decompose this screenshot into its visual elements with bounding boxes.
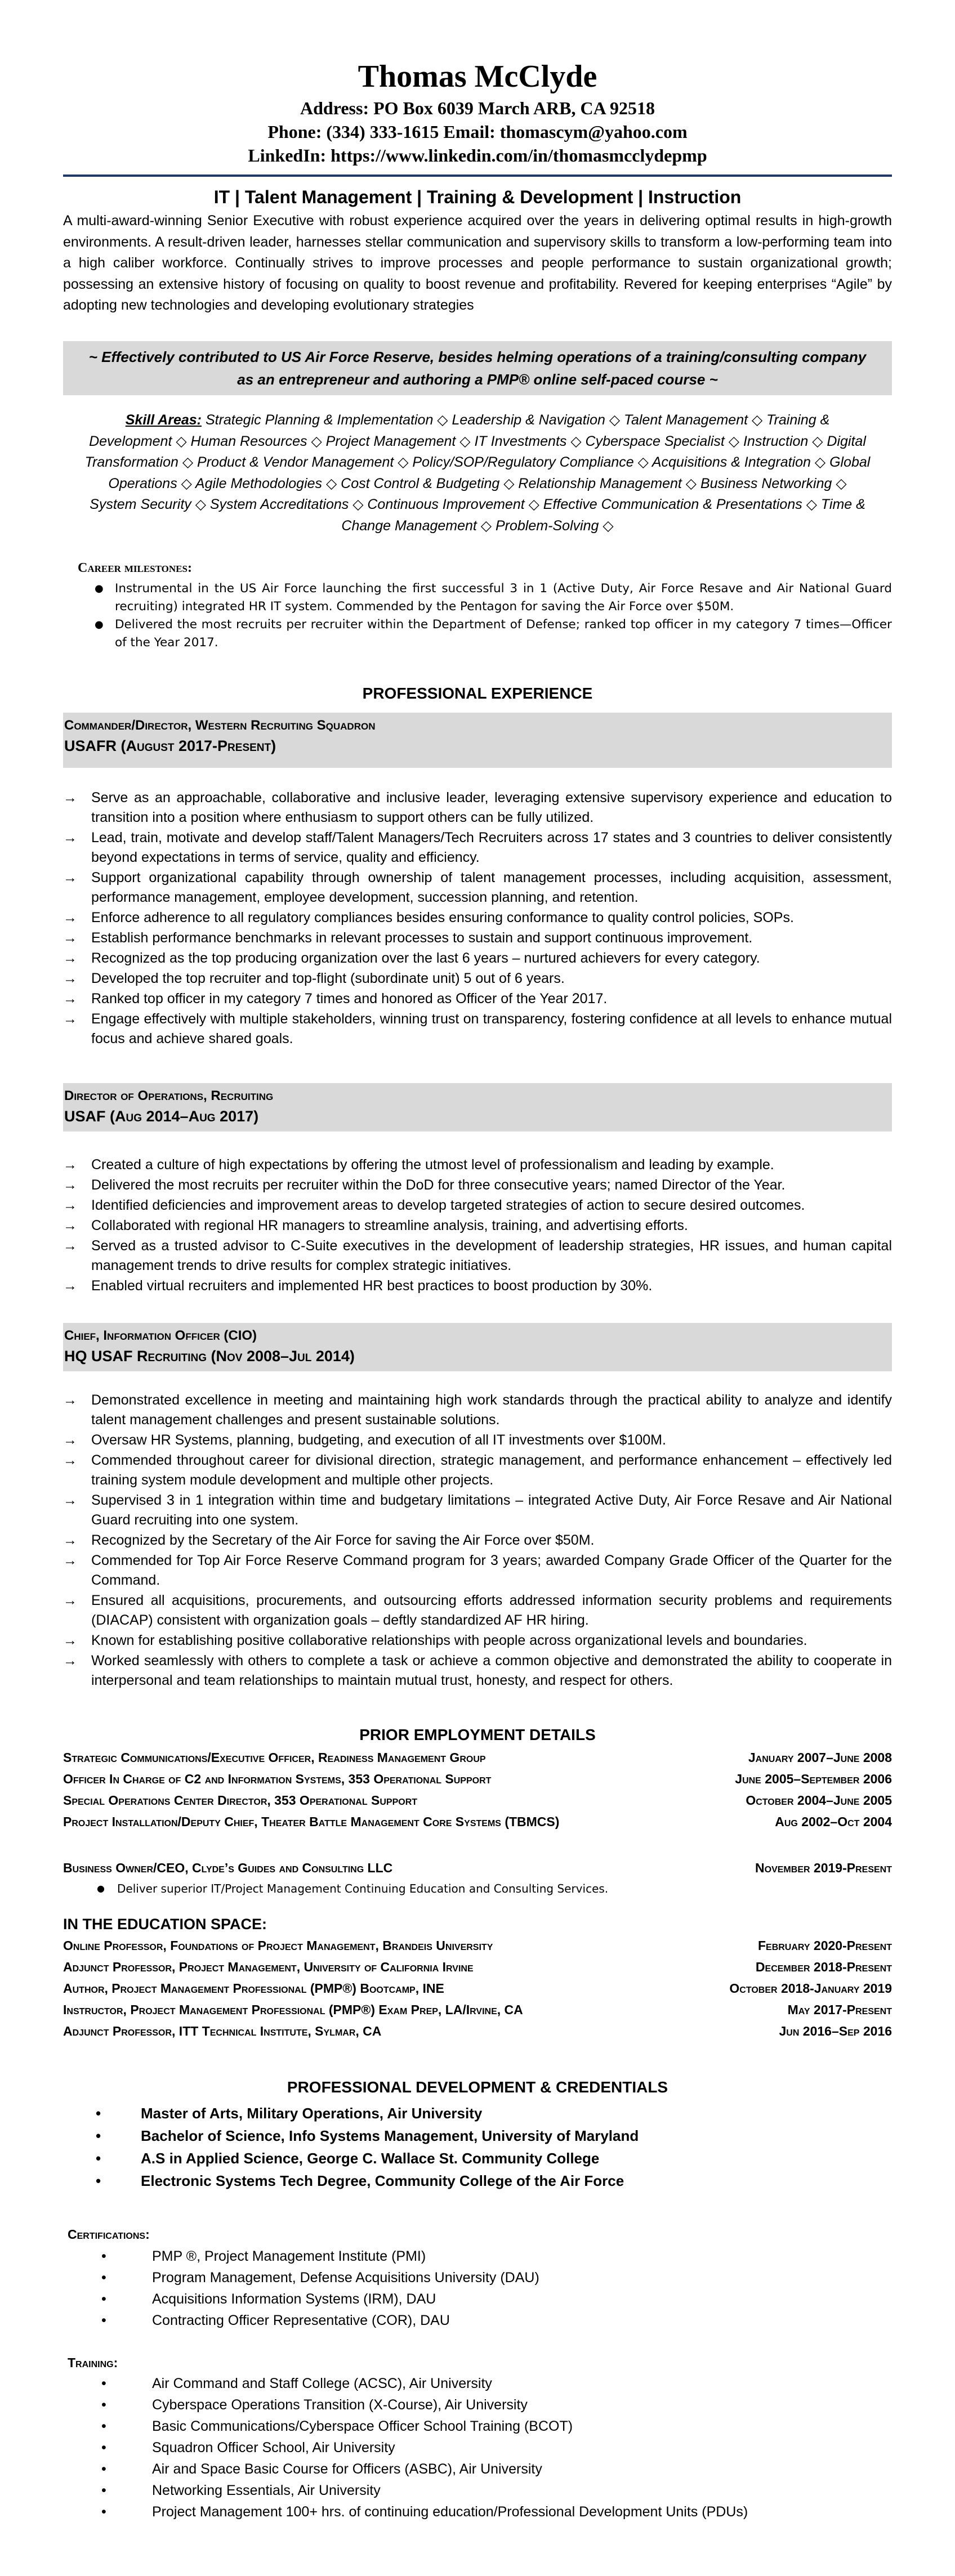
job-bullet: → Lead, train, motivate and develop staff/Talent Managers/Tech Recruiters across 17 states and 3 countries to deliver consistently beyond expectations in terms of service, quality and efficiency. (63, 828, 892, 867)
business-owner-bullet: ● Deliver superior IT/Project Management Continuing Education and Consulting Services. (117, 1880, 608, 1897)
job-bullet: → Commended throughout career for divisional direction, strategic management, and performance enhancement – effectively led training system module development and multiple other projects. (63, 1451, 892, 1490)
bullet-icon: • (101, 2483, 106, 2498)
training-item: • Air and Space Basic Course for Officers (ASBC), Air University (152, 2459, 542, 2479)
degree-item: • Electronic Systems Tech Degree, Community College of the Air Force (141, 2171, 624, 2191)
bullet-icon: • (96, 2127, 101, 2144)
job-bullet: → Collaborated with regional HR managers to streamline analysis, training, and advertising efforts. (63, 1216, 892, 1236)
job-bullets (63, 788, 892, 1049)
job-bullet: → Establish performance benchmarks in relevant processes to sustain and support continuous improvement. (63, 928, 892, 948)
job-bullet: → Commended for Top Air Force Reserve Command program for 3 years; awarded Company Grade Officer of the Quarter for the Command. (63, 1551, 892, 1590)
certification-item: • Program Management, Defense Acquisitions University (DAU) (152, 2268, 539, 2288)
arrow-icon: → (63, 1532, 77, 1548)
bullet-icon: • (101, 2248, 106, 2264)
job-org: USAFR (August 2017-Present) (64, 737, 276, 754)
arrow-icon: → (63, 1278, 77, 1294)
job-bullet: → Supervised 3 in 1 integration within time and budgetary limitations – integrated Active Duty, Air Force Resave and Air National Guard recruiting into one system. (63, 1491, 892, 1530)
job-bullet: → Created a culture of high expectations by offering the utmost level of professionalism and leading by example. (63, 1155, 892, 1175)
training-item: • Squadron Officer School, Air University (152, 2438, 395, 2458)
job-bullet: → Demonstrated excellence in meeting and maintaining high work standards through the practical ability to analyze and identify talent management challenges and present sustainable solutions. (63, 1390, 892, 1430)
job-bullet: → Oversaw HR Systems, planning, budgeting, and execution of all IT investments over $100M. (63, 1430, 892, 1450)
bullet-icon: • (101, 2376, 106, 2391)
credentials-title: PROFESSIONAL DEVELOPMENT & CREDENTIALS (287, 2078, 668, 2096)
bullet-icon: • (96, 2150, 101, 2167)
degree-item: • Bachelor of Science, Info Systems Management, University of Maryland (141, 2126, 639, 2146)
arrow-icon: → (63, 1177, 77, 1193)
job-bullet: → Delivered the most recruits per recruiter within the DoD for three consecutive years; named Director of the Year. (63, 1175, 892, 1195)
career-milestones-title: Career milestones: (78, 561, 192, 575)
headline: IT | Talent Management | Training & Development | Instruction (213, 187, 742, 207)
certification-item: • Acquisitions Information Systems (IRM), DAU (152, 2289, 436, 2309)
job-role: Director of Operations, Recruiting (64, 1088, 274, 1103)
arrow-icon: → (63, 1218, 77, 1233)
job-header (63, 1083, 892, 1132)
job-bullet: → Developed the top recruiter and top-flight (subordinate unit) 5 out of 6 years. (63, 969, 892, 989)
bullet-icon: • (101, 2313, 106, 2328)
milestone-item: ● Delivered the most recruits per recruiter within the Department of Defense; ranked top officer in my category 7 times—Officer of the Year 2017. (115, 616, 892, 652)
job-bullet: → Recognized by the Secretary of the Air Force for saving the Air Force over $50M. (63, 1531, 892, 1550)
certification-item: • PMP ®, Project Management Institute (PMI) (152, 2246, 426, 2266)
training-item: • Air Command and Staff College (ACSC), Air University (152, 2373, 492, 2394)
bullet-icon: • (101, 2397, 106, 2413)
degree-item: • Master of Arts, Military Operations, Air University (141, 2103, 482, 2123)
bullet-icon: • (101, 2440, 106, 2456)
job-bullet: → Enabled virtual recruiters and implemented HR best practices to boost production by 30%. (63, 1276, 892, 1296)
job-bullet: → Ranked top officer in my category 7 times and honored as Officer of the Year 2017. (63, 989, 892, 1009)
bullet-icon: • (96, 2105, 101, 2122)
certifications-title: Certifications: (68, 2227, 150, 2242)
job-role: Commander/Director, Western Recruiting Squadron (64, 718, 376, 733)
arrow-icon: → (63, 1593, 77, 1608)
education-row: Adjunct Professor, Project Management, University of California Irvine December 2018-Present (63, 1960, 892, 1974)
banner-line-2: as an entrepreneur and authoring a PMP® online self-paced course ~ (237, 371, 718, 388)
training-title: Training: (68, 2355, 118, 2370)
summary-paragraph: A multi-award-winning Senior Executive with robust experience acquired over the years in delivering optimal results in high-growth environments. A result-driven leader, harnesses stellar communication and supervisory skills to transform a low-performing team into a high caliber workforce. Continually strives to improve processes and people performance to sustain organizational growth; possessing an extensive history of focusing on quality to boost revenue and profitability. Revered for keeping enterprises “Agile” by adopting new technologies and developing evolutionary strategies (63, 213, 892, 313)
business-owner-row: Business Owner/CEO, Clyde’s Guides and Consulting LLC November 2019-Present (63, 1861, 892, 1875)
training-item: • Basic Communications/Cyberspace Officer School Training (BCOT) (152, 2416, 573, 2436)
prior-employment-row: Officer In Charge of C2 and Information Systems, 353 Operational Support June 2005–September 2006 (63, 1772, 892, 1786)
arrow-icon: → (63, 1553, 77, 1568)
job-bullet: → Ensured all acquisitions, procurements, and outsourcing efforts addressed information security problems and requirements (DIACAP) consistent with organization goals – deftly standardized AF HR hiring. (63, 1591, 892, 1630)
arrow-icon: → (63, 971, 77, 986)
job-bullet: → Support organizational capability through ownership of talent management processes, including acquisition, assessment, performance management, employee development, succession planning, and retention. (63, 868, 892, 907)
job-bullet: → Served as a trusted advisor to C-Suite executives in the development of leadership strategies, HR issues, and human capital management trends to drive results for complex strategic initiatives. (63, 1236, 892, 1276)
arrow-icon: → (63, 1197, 77, 1213)
education-row: Online Professor, Foundations of Project Management, Brandeis University February 2020-Present (63, 1938, 892, 1953)
arrow-icon: → (63, 930, 77, 946)
arrow-icon: → (63, 790, 77, 806)
arrow-icon: → (63, 1633, 77, 1648)
job-bullets (63, 1390, 892, 1691)
job-bullet: → Identified deficiencies and improvement areas to develop targeted strategies of action to secure desired outcomes. (63, 1196, 892, 1215)
education-row: Author, Project Management Professional (PMP®) Bootcamp, INE October 2018-January 2019 (63, 1981, 892, 1996)
candidate-name: Thomas McClyde (358, 59, 597, 94)
training-item: • Cyberspace Operations Transition (X-Course), Air University (152, 2395, 528, 2415)
bullet-icon: • (101, 2504, 106, 2520)
milestone-item: ● Instrumental in the US Air Force launching the first successful 3 in 1 (Active Duty, Air Force Resave and Air National Guard recruiting) integrated HR IT system. Commended by the Pentagon for saving the Air Force over $50M. (115, 580, 892, 616)
arrow-icon: → (63, 991, 77, 1007)
job-role: Chief, Information Officer (CIO) (64, 1328, 257, 1343)
skill-areas-text: Strategic Planning & Implementation ◇ Leadership & Navigation ◇ Talent Management ◇ Training & Development ◇ Human Resources ◇ Project Management ◇ IT Investments ◇ Cyberspace Specialist ◇ Instruction ◇ Digital Transformation ◇ Product & Vendor Management ◇ Policy/SOP/Regulatory Compliance ◇ Acquisitions & Integration ◇ Global Operations ◇ Agile Methodologies ◇ Cost Control & Budgeting ◇ Relationship Management ◇ Business Networking ◇ System Security ◇ System Accreditations ◇ Continuous Improvement ◇ Effective Communication & Presentations ◇ Time & Change Management ◇ Problem-Solving ◇ (84, 412, 871, 534)
bullet-icon: • (101, 2461, 106, 2477)
job-header (63, 713, 892, 768)
training-item: • Project Management 100+ hrs. of continuing education/Professional Development Units (PDUs) (152, 2502, 748, 2522)
job-bullet: → Known for establishing positive collaborative relationships with people across organizational levels and boundaries. (63, 1631, 892, 1651)
job-bullet: → Serve as an approachable, collaborative and inclusive leader, leveraging extensive supervisory experience and education to transition into a position where enthusiasm to support others can be fully utilized. (63, 788, 892, 828)
education-row: Adjunct Professor, ITT Technical Institute, Sylmar, CA Jun 2016–Sep 2016 (63, 2024, 892, 2038)
job-bullet: → Engage effectively with multiple stakeholders, winning trust on transparency, fostering confidence at all levels to enhance mutual focus and achieve shared goals. (63, 1009, 892, 1049)
education-row: Instructor, Project Management Professional (PMP®) Exam Prep, LA/Irvine, CA May 2017-Present (63, 2002, 892, 2017)
bullet-icon: • (96, 2172, 101, 2189)
job-bullet: → Enforce adherence to all regulatory compliances besides ensuring conformance to quality control policies, SOPs. (63, 908, 892, 928)
job-bullet: → Recognized as the top producing organization over the last 6 years – nurtured achievers for every category. (63, 949, 892, 968)
arrow-icon: → (63, 1452, 77, 1468)
highlight-banner (63, 341, 892, 395)
education-space-title: IN THE EDUCATION SPACE: (63, 1916, 267, 1933)
job-bullet: → Worked seamlessly with others to complete a task or achieve a common objective and demonstrated the ability to cooperate in interpersonal and team relationships to maintain mutual trust, honesty, and respect for others. (63, 1651, 892, 1690)
degree-item: • A.S in Applied Science, George C. Wallace St. Community College (141, 2148, 599, 2168)
certification-item: • Contracting Officer Representative (COR), DAU (152, 2310, 450, 2331)
training-item: • Networking Essentials, Air University (152, 2480, 381, 2501)
arrow-icon: → (63, 1011, 77, 1027)
banner-line-1: ~ Effectively contributed to US Air Force Reserve, besides helming operations of a training/consulting company (88, 348, 867, 365)
prior-employment-row: Project Installation/Deputy Chief, Theater Battle Management Core Systems (TBMCS) Aug 2002–Oct 2004 (63, 1814, 892, 1829)
job-bullets (63, 1155, 892, 1296)
bullet-icon: • (101, 2418, 106, 2434)
bullet-icon: • (101, 2291, 106, 2307)
job-header (63, 1323, 892, 1371)
linkedin-line: LinkedIn: https://www.linkedin.com/in/thomasmcclydepmp (248, 145, 707, 166)
arrow-icon: → (63, 950, 77, 966)
prior-employment-title: PRIOR EMPLOYMENT DETAILS (359, 1726, 596, 1743)
phone-email-line: Phone: (334) 333-1615 Email: thomascym@yahoo.com (267, 122, 688, 142)
skill-areas (84, 410, 871, 536)
arrow-icon: → (63, 1157, 77, 1173)
bullet-icon: • (101, 2270, 106, 2286)
skill-areas-label: Skill Areas: (125, 412, 202, 428)
arrow-icon: → (63, 830, 77, 846)
arrow-icon: → (63, 1492, 77, 1508)
arrow-icon: → (63, 1392, 77, 1408)
prior-employment-row: Special Operations Center Director, 353 Operational Support October 2004–June 2005 (63, 1793, 892, 1808)
arrow-icon: → (63, 910, 77, 925)
arrow-icon: → (63, 1432, 77, 1448)
job-org: USAF (Aug 2014–Aug 2017) (64, 1108, 259, 1125)
professional-experience-title: PROFESSIONAL EXPERIENCE (362, 685, 593, 702)
arrow-icon: → (63, 1238, 77, 1254)
header-divider (63, 175, 892, 177)
address-line: Address: PO Box 6039 March ARB, CA 92518 (300, 98, 655, 118)
job-org: HQ USAF Recruiting (Nov 2008–Jul 2014) (64, 1348, 355, 1365)
prior-employment-row: Strategic Communications/Executive Officer, Readiness Management Group January 2007–June 2008 (63, 1750, 892, 1765)
arrow-icon: → (63, 1653, 77, 1669)
arrow-icon: → (63, 870, 77, 886)
